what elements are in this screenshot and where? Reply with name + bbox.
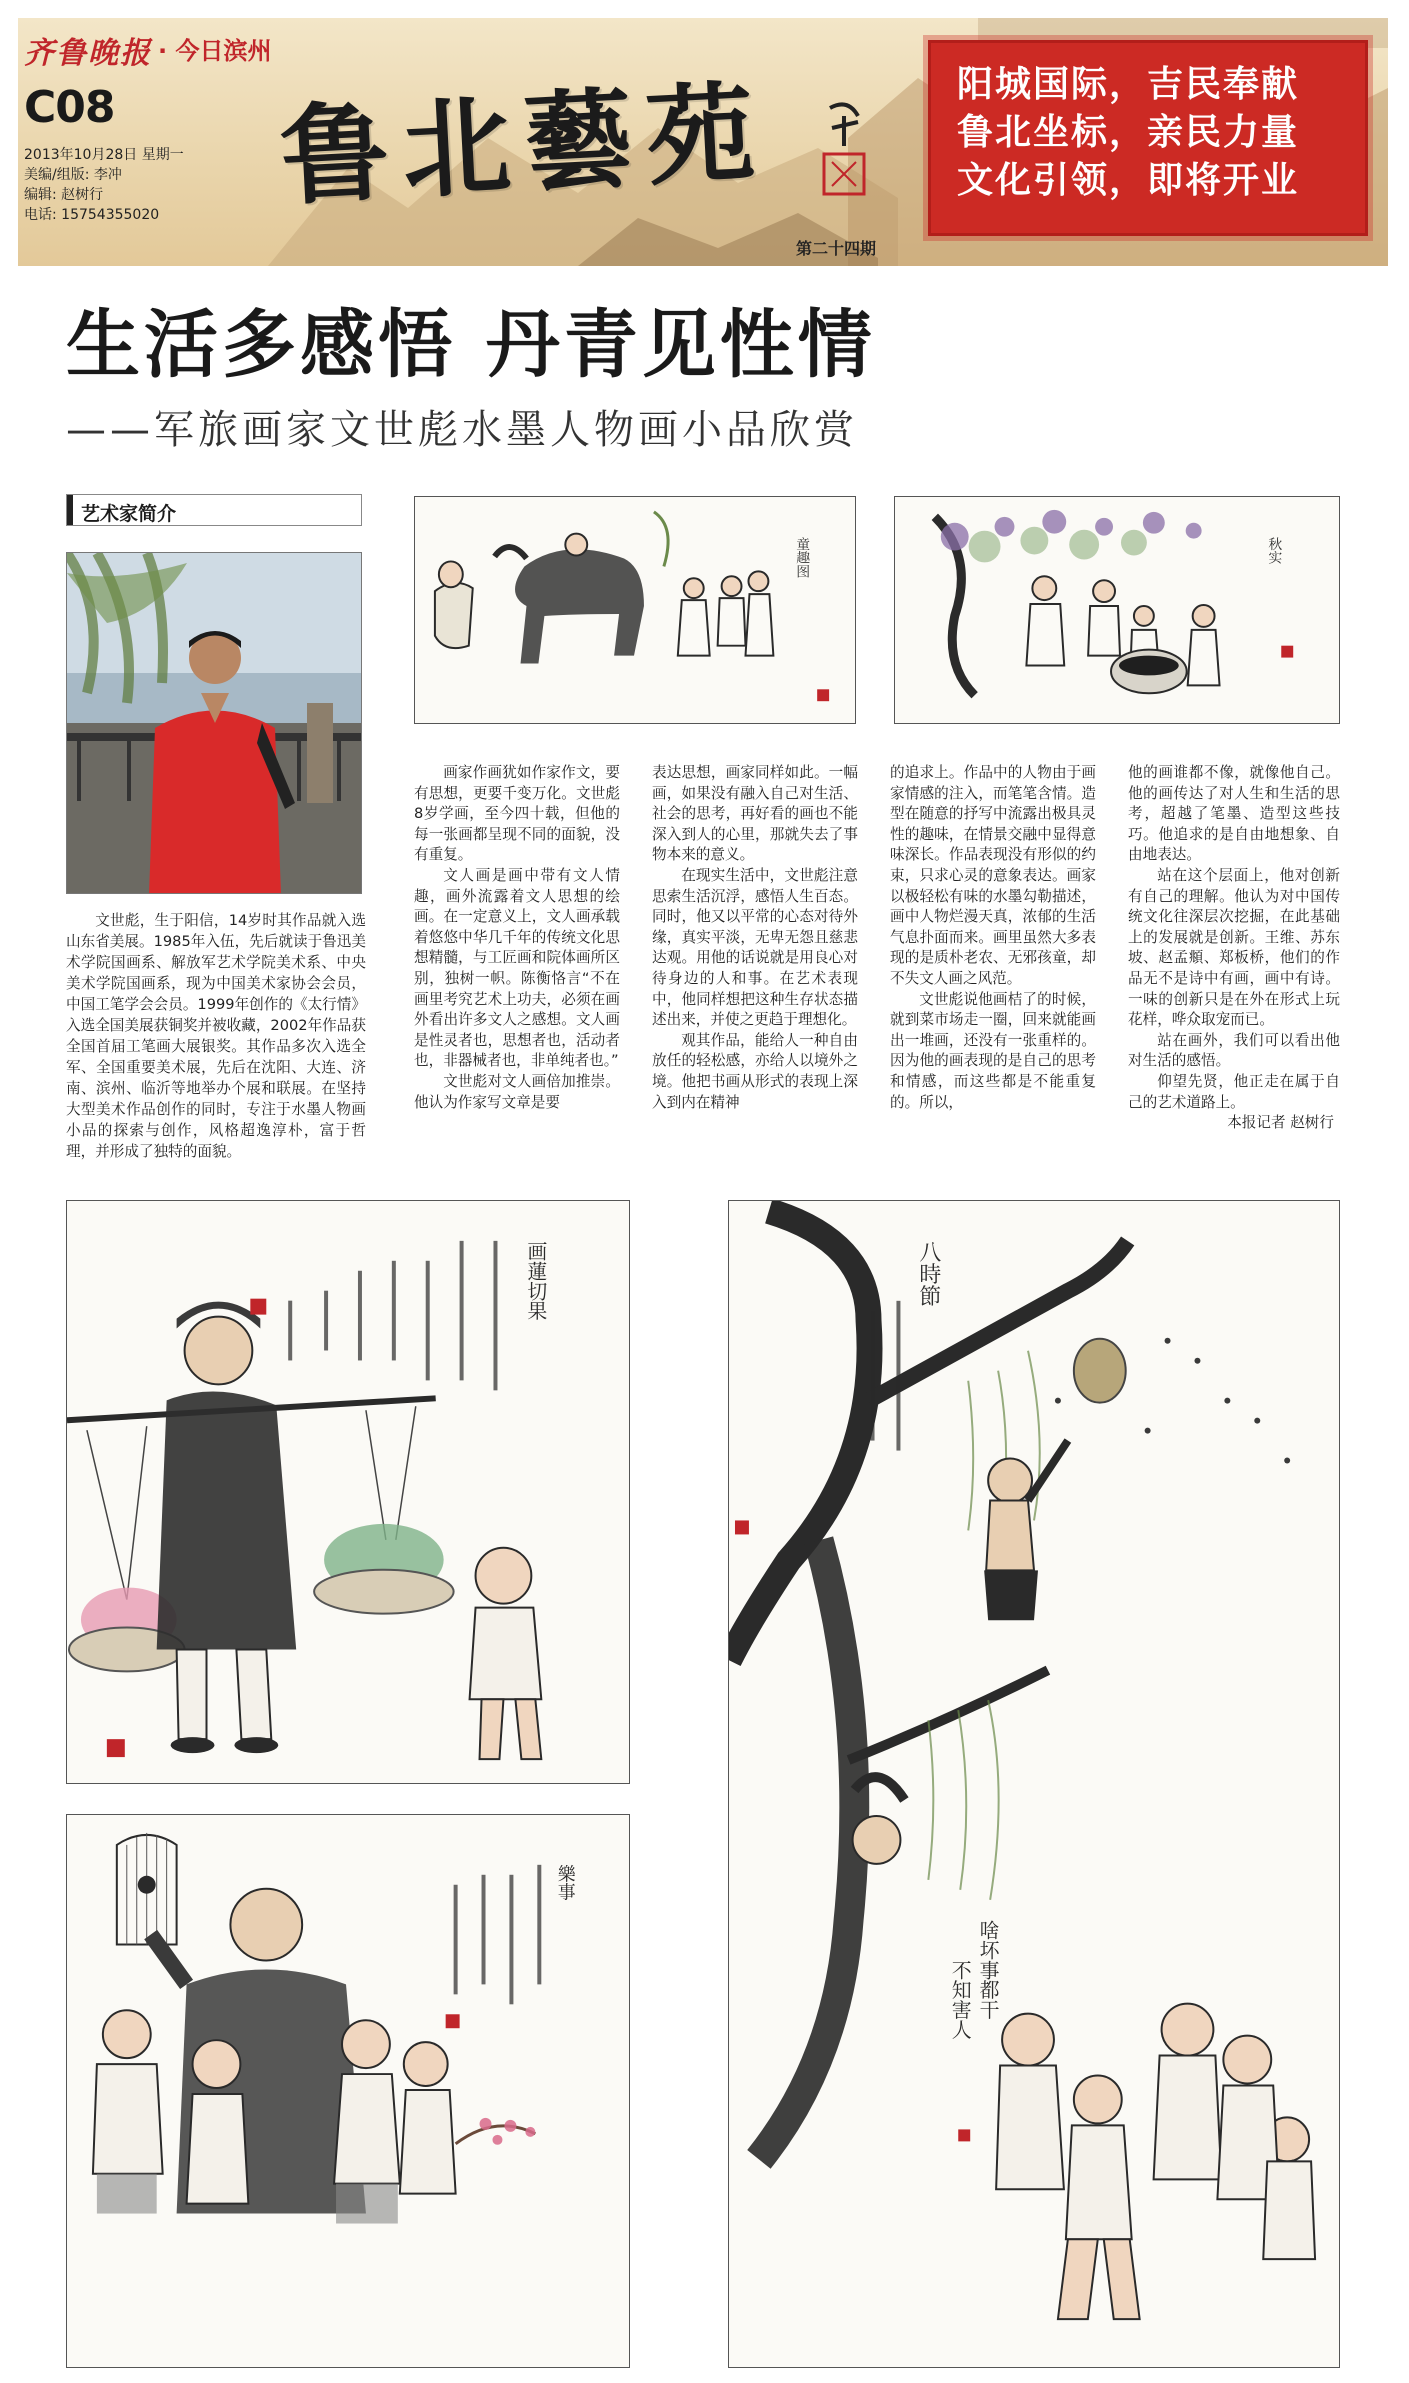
paragraph: 的追求上。作品中的人物由于画家情感的注入，而笔笔含情。造型在随意的抒写中流露出极具灵性的趣味，在情景交融中显得意味深长。作品表现没有形似的约束，只求心灵的意象表达。画家以极轻松有味的水墨勾勒描述，画中人物烂漫天真，浓郁的生活气息扑面而来。画里虽然大多表现的是质朴老农、无邪孩童，却不失文人画之风范。 bbox=[890, 764, 1096, 987]
article-column-2 bbox=[652, 763, 858, 1113]
painting-inscription: 樂事 bbox=[554, 1864, 576, 1901]
artist-photo bbox=[66, 552, 362, 894]
painting-children-donkey bbox=[414, 496, 856, 724]
masthead-info bbox=[24, 28, 294, 225]
paragraph: 观其作品，能给人一种自由放任的轻松感，亦给人以境外之境。他把书画从形式的表现上深入到内在精神 bbox=[652, 1031, 858, 1111]
masthead bbox=[18, 18, 1388, 266]
painting-vendor-image bbox=[67, 1201, 629, 1783]
article-column-1 bbox=[414, 763, 620, 1113]
painting-children-grapevine bbox=[894, 496, 1340, 724]
paragraph: 站在这个层面上，他对创新有自己的理解。他认为对中国传统文化往深层次挖掘，在此基础上的发展就是创新。王维、苏东坡、赵孟頫、郑板桥，他们的作品无不是诗中有画，画中有诗。一味的创新只是在外在形式上玩花样，哗众取宠而已。 bbox=[1128, 866, 1340, 1029]
painting-children-grapevine-image bbox=[895, 497, 1339, 723]
date-line: 2013年10月28日 星期一 bbox=[24, 147, 184, 163]
paragraph: 他的画谁都不像，就像他自己。他的画传达了对人生和生活的思考，超越了笔墨、造型这些技巧。他追求的是自由地想象、自由地表达。 bbox=[1128, 764, 1340, 864]
phone-line: 电话: 15754355020 bbox=[24, 207, 160, 223]
svg-text:八時節: 八時節 bbox=[915, 1240, 941, 1307]
headline: 生活多感悟 丹青见性情 bbox=[66, 302, 876, 388]
painting-inscription: 画蓮切果 bbox=[523, 1240, 547, 1321]
svg-text:啥坏事都干: 啥坏事都干 bbox=[976, 1919, 1001, 2020]
painting-tree-image bbox=[729, 1201, 1339, 2367]
paragraph: 站在画外，我们可以看出他对生活的感悟。 bbox=[1128, 1031, 1340, 1070]
paper-name: 齐鲁晚报 bbox=[24, 36, 152, 71]
intro-header-label: 艺术家简介 bbox=[81, 503, 177, 525]
page-number: C08 bbox=[24, 82, 115, 133]
edition-tag: · 今日滨州 bbox=[158, 37, 272, 65]
ad-line: 阳城国际，吉民奉献 bbox=[957, 64, 1300, 105]
issue-number: 第二十四期 bbox=[796, 239, 877, 258]
editor-line: 编辑: 赵树行 bbox=[24, 187, 104, 203]
painting-old-man-birdcage bbox=[66, 1814, 630, 2368]
seal-icon bbox=[818, 98, 870, 198]
supplement-title: 鲁北藝苑 bbox=[277, 69, 772, 221]
intro-text: 文世彪，生于阳信，14岁时其作品就入选山东省美展。1985年入伍，先后就读于鲁迅美术学院国画系、解放军艺术学院美术系、中央美术学院国画系，现为中国美术家协会会员，中国工笔学会会员。1999年创作的《太行情》入选全国美展获铜奖并被收藏，2002年作品获全国首届工笔画大展银奖。其作品多次入选全军、全国重要美术展，先后在沈阳、大连、济南、滨州、临沂等地举办个展和联展。在坚持大型美术作品创作的同时，专注于水墨人物画小品的探索与创作，风格超逸淳朴，富于哲理，并形成了独特的面貌。 bbox=[66, 912, 366, 1160]
paragraph: 文人画是画中带有文人情趣，画外流露着文人思想的绘画。在一定意义上，文人画承载着悠悠中华几千年的传统文化思想精髓，与工匠画和院体画所区别，独树一帜。陈衡恪言“不在画里考究艺术上功夫，必须在画外看出许多文人之感想。文人画是性灵者也，思想者也，活动者也，非器械者也，非单纯者也。” bbox=[414, 866, 620, 1070]
painting-children-donkey-image bbox=[415, 497, 855, 723]
svg-text:童趣图: 童趣图 bbox=[793, 536, 810, 579]
subheadline: ——军旅画家文世彪水墨人物画小品欣赏 bbox=[66, 407, 858, 453]
byline: 本报记者 赵树行 bbox=[1227, 1114, 1334, 1132]
paragraph: 文世彪说他画桔了的时候，就到菜市场走一圈，回来就能画出一堆画，还没有一张重样的。因为他的画表现的是自己的思考和情感，而这些都是不能重复的。所以， bbox=[890, 990, 1096, 1111]
paragraph: 仰望先贤，他正走在属于自己的艺术道路上。 bbox=[1128, 1072, 1340, 1111]
ad-line: 鲁北坐标，亲民力量 bbox=[957, 112, 1300, 153]
article-column-4 bbox=[1128, 763, 1340, 1134]
article-column-3 bbox=[890, 763, 1096, 1113]
intro-header bbox=[66, 494, 362, 526]
paragraph: 表达思想，画家同样如此。一幅画，如果没有融入自己对生活、社会的思考，再好看的画也不能深入到人的心里，那就失去了事物本来的意义。 bbox=[652, 764, 858, 864]
paragraph: 画家作画犹如作家作文，要有思想，更要千变万化。文世彪8岁学画，至今四十载，但他的每一张画都呈现不同的面貌，没有重复。 bbox=[414, 764, 620, 864]
painting-vendor-carrying-pole bbox=[66, 1200, 630, 1784]
painting-birdcage-image bbox=[67, 1815, 629, 2367]
ad-line: 文化引领，即将开业 bbox=[957, 160, 1300, 201]
designer-line: 美编/组版: 李冲 bbox=[24, 167, 122, 183]
painting-inscription: 秋实 bbox=[1265, 536, 1282, 565]
paragraph: 在现实生活中，文世彪注意思索生活沉浮，感悟人生百态。同时，他又以平常的心态对待外缘，真实平淡，无卑无怨且慈悲达观。用他的话说就是用良心对待身边的人和事。在艺术表现中，他同样想把这种生存状态描述出来，并使之更趋于理想化。 bbox=[652, 866, 858, 1029]
painting-boys-in-tree bbox=[728, 1200, 1340, 2368]
header-bar bbox=[67, 495, 73, 525]
paragraph: 文世彪对文人画倍加推崇。他认为作家写文章是要 bbox=[414, 1072, 620, 1111]
painting-inscription: 不知害人 bbox=[948, 1959, 973, 2040]
ad-banner bbox=[928, 40, 1368, 236]
